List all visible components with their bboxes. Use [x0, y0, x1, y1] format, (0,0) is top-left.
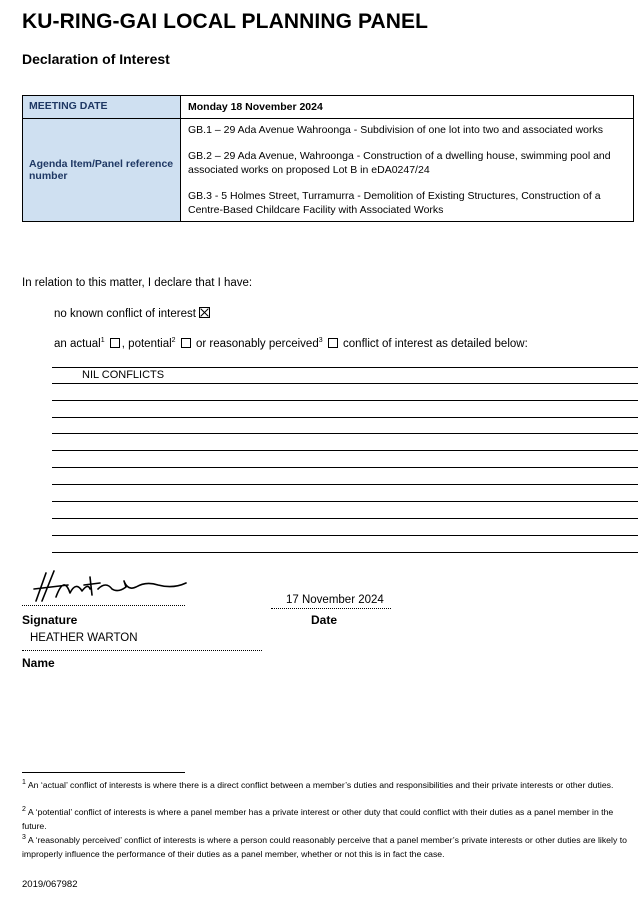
option-perceived-label: or reasonably perceived: [192, 338, 319, 350]
footnote: [22, 779, 627, 793]
option-actual-label: an actual: [54, 338, 101, 350]
agenda-item: GB.3 - 5 Holmes Street, Turramurra - Demolition of Existing Structures, Construction of a Centre-Based Childcare Facility with Associated Works: [188, 190, 601, 216]
detail-line: [52, 450, 638, 451]
document-reference: 2019/067982: [22, 879, 78, 890]
meeting-date-row: [23, 96, 634, 119]
date-line: [271, 608, 391, 609]
footnote-text: A ‘reasonably perceived’ conflict of interests is where a person could reasonably perceive that a panel member’s private interests or other duties are likely to improperly influence the performance of their duties as a panel member, whether or not this is in fact the case.: [22, 835, 627, 859]
signature-line: [22, 605, 185, 606]
footnote: [22, 806, 627, 833]
date-value: 17 November 2024: [286, 594, 384, 606]
checked-checkbox[interactable]: [199, 307, 210, 318]
footnote-text: A ‘potential’ conflict of interests is where a panel member has a private interest or other duty that could conflict with their duties as a panel member in the future.: [22, 807, 614, 831]
detail-line: [52, 417, 638, 418]
agenda-item: GB.2 – 29 Ada Avenue, Wahroonga - Construction of a dwelling house, swimming pool and associated works on proposed Lot B in eDA0247/24: [188, 150, 611, 176]
perceived-checkbox[interactable]: [328, 338, 338, 348]
declaration-intro: In relation to this matter, I declare that I have:: [22, 277, 253, 289]
meeting-table: [22, 95, 634, 222]
handwritten-signature: [28, 567, 198, 607]
agenda-row: [23, 119, 634, 222]
option-potential-label: , potential: [121, 338, 172, 350]
detail-line: [52, 400, 638, 401]
detail-line: [52, 367, 638, 368]
option-no-conflict-label: no known conflict of interest: [54, 308, 196, 320]
footnote-ref: 3: [318, 337, 323, 345]
footnote-number: 1: [22, 779, 26, 787]
detail-line: [52, 535, 638, 536]
signature-label: Signature: [22, 613, 78, 627]
footnote-separator: [22, 772, 185, 773]
detail-line: [52, 467, 638, 468]
agenda-label: Agenda Item/Panel reference number: [23, 119, 181, 222]
option-tail-label: conflict of interest as detailed below:: [339, 338, 528, 350]
detail-line: [52, 501, 638, 502]
name-label: Name: [22, 656, 55, 670]
footnote-text: An ‘actual’ conflict of interests is where there is a direct conflict between a member’s duties and responsibilities and their private interests or other duties.: [25, 780, 614, 790]
page-subtitle: Declaration of Interest: [22, 51, 170, 67]
detail-line: [52, 518, 638, 519]
footnote: [22, 834, 627, 861]
meeting-date-value: Monday 18 November 2024: [181, 96, 634, 119]
name-value: HEATHER WARTON: [30, 632, 138, 644]
option-no-conflict[interactable]: [54, 307, 210, 320]
footnote-number: 2: [22, 806, 26, 814]
detail-line: [52, 484, 638, 485]
footnote-ref: 2: [171, 337, 176, 345]
page-title: KU-RING-GAI LOCAL PLANNING PANEL: [22, 10, 429, 33]
option-conflict: [54, 338, 528, 350]
agenda-items: [181, 119, 634, 222]
name-line: [22, 650, 262, 651]
footnote-ref: 1: [100, 337, 105, 345]
actual-checkbox[interactable]: [110, 338, 120, 348]
potential-checkbox[interactable]: [181, 338, 191, 348]
footnote-number: 3: [22, 834, 26, 842]
meeting-date-label: MEETING DATE: [23, 96, 181, 119]
detail-line: [52, 552, 638, 553]
date-label: Date: [311, 613, 338, 627]
detail-line: [52, 383, 638, 384]
conflict-details: NIL CONFLICTS: [82, 369, 165, 381]
detail-line: [52, 433, 638, 434]
agenda-item: GB.1 – 29 Ada Avenue Wahroonga - Subdivision of one lot into two and associated works: [188, 124, 604, 136]
